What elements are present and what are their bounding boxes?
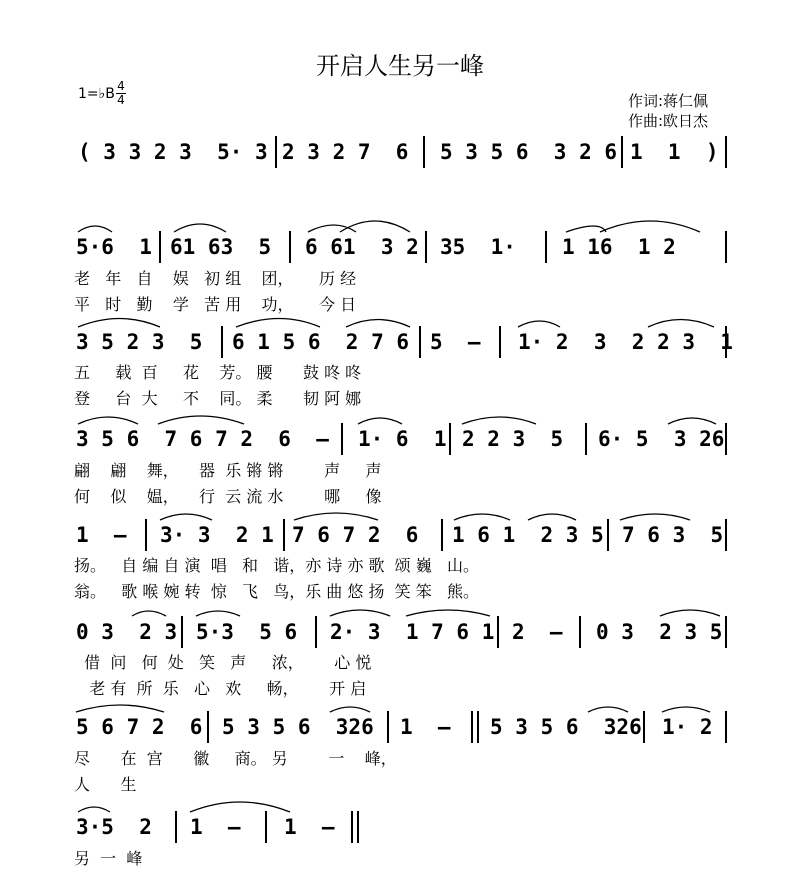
measure: 1· 2 [662, 715, 713, 739]
time-signature-bottom: 4 [117, 93, 125, 107]
score-line-7 [0, 815, 800, 843]
lyrics-verse-1: 老 年 自 娱 初 组 团， 历 经 [74, 269, 357, 288]
lyrics-verse-2: 老 有 所 乐 心 欢 畅， 开 启 [74, 679, 367, 698]
lyrics-verse-1: 尽 在 宫 徽 商。 另 一 峰， [74, 749, 397, 768]
lyrics-verse-1: 翩 翩 舞， 器 乐 锵 锵 声 声 [74, 461, 382, 480]
composer-credit: 作曲:欧日杰 [628, 112, 709, 130]
measure: 1 16 1 2 [562, 235, 676, 259]
lyrics-verse-2: 平 时 勤 学 苦 用 功， 今 日 [74, 295, 357, 314]
score-line-1 [0, 235, 800, 263]
score-line-6 [0, 715, 800, 743]
measure: 6 61 3 2 [305, 235, 419, 259]
measure: 2 2 3 5 [462, 427, 564, 451]
time-signature-top: 4 [117, 79, 125, 93]
measure: 6 1 5 6 2 7 6 [232, 330, 410, 354]
measure: 1 – [76, 523, 127, 547]
time-signature [116, 80, 126, 107]
measure: 61 63 5 [170, 235, 272, 259]
lyrics-verse-1: 另 一 峰 [74, 849, 143, 868]
lyrics-verse-1: 借 问 何 处 笑 声 浓， 心 悦 [74, 653, 372, 672]
measure: 5 3 5 6 3 2 6 [440, 140, 618, 164]
score-line-2 [0, 330, 800, 358]
measure: 7 6 7 2 6 [292, 523, 419, 547]
measure: 1· 6 1 [358, 427, 447, 451]
measure: ( 3 3 2 3 5· 3 [78, 140, 268, 164]
lyrics-verse-2: 人 生 [74, 775, 137, 794]
measure: 1 1 ) [630, 140, 719, 164]
measure: 7 6 3 5 [622, 523, 724, 547]
measure: 5·6 1 [76, 235, 152, 259]
measure: 3 5 2 3 5 [76, 330, 203, 354]
measure: 5 3 5 6 326 [222, 715, 374, 739]
lyrics-verse-2: 何 似 媪， 行 云 流 水 哪 像 [74, 487, 382, 506]
measure: 5·3 5 6 [196, 620, 298, 644]
lyricist-credit: 作词:蒋仁佩 [628, 92, 709, 110]
score-line-3 [0, 427, 800, 455]
measure: 2 3 2 7 6 [282, 140, 409, 164]
measure: 2· 3 1 7 6 1 [330, 620, 495, 644]
measure: 5 6 7 2 6 [76, 715, 203, 739]
measure: 3· 3 2 1 [160, 523, 274, 547]
measure: 35 1· [440, 235, 516, 259]
measure: 1· 2 3 2 2 3 1 [518, 330, 733, 354]
measure: 5 3 5 6 326 [490, 715, 642, 739]
score-line-intro [0, 140, 800, 168]
measure: 1 6 1 2 3 5 [452, 523, 604, 547]
lyrics-verse-1: 五 载 百 花 芳。 腰 鼓 咚 咚 [74, 363, 362, 382]
measure: 1 – [284, 815, 335, 839]
measure: 1 – [190, 815, 241, 839]
measure: 1 – [400, 715, 451, 739]
measure: 5 – [430, 330, 481, 354]
key-signature: 1=♭B [78, 86, 115, 102]
measure: 6· 5 3 26 [598, 427, 725, 451]
measure: 3 5 6 7 6 7 2 6 – [76, 427, 329, 451]
score-line-5 [0, 620, 800, 648]
measure: 0 3 2 3 [76, 620, 178, 644]
measure: 2 – [512, 620, 563, 644]
lyrics-verse-2: 翁。 歌 喉 婉 转 惊 飞 鸟，乐 曲 悠 扬 笑 笨 熊。 [74, 582, 479, 601]
lyrics-verse-2: 登 台 大 不 同。 柔 韧 阿 娜 [74, 389, 362, 408]
lyrics-verse-1: 扬。 自 编 自 演 唱 和 谐，亦 诗 亦 歌 颂 巍 山。 [74, 556, 479, 575]
measure: 0 3 2 3 5 [596, 620, 723, 644]
song-title: 开启人生另一峰 [316, 52, 484, 80]
score-line-4 [0, 523, 800, 551]
measure: 3·5 2 [76, 815, 152, 839]
